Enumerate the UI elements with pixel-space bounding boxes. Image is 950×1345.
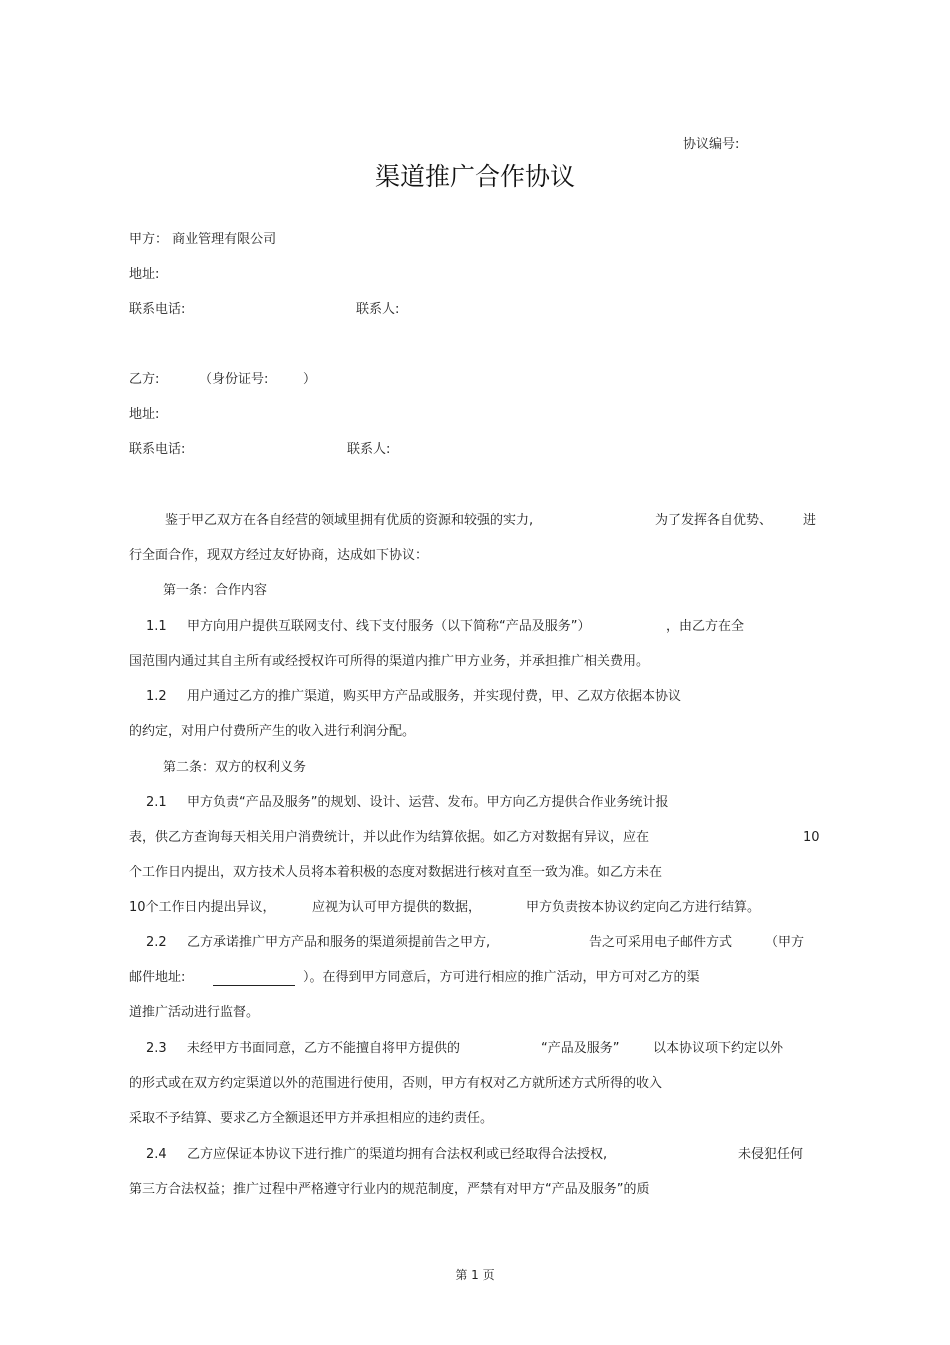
clause-2-1-number: 2.1 xyxy=(146,795,167,810)
party-b-address-label: 地址: xyxy=(129,407,160,422)
clause-2-3-line-1a: 未经甲方书面同意，乙方不能擅自将甲方提供的 xyxy=(187,1041,461,1056)
clause-1-2-number: 1.2 xyxy=(146,689,167,704)
party-b-label: 乙方: xyxy=(129,372,160,387)
clause-2-2-line-2b: ）。在得到甲方同意后，方可进行相应的推广活动，甲方可对乙方的渠 xyxy=(303,970,700,985)
clause-2-2-line-1b: 告之可采用电子邮件方式 xyxy=(589,935,733,950)
party-a-name: 甲方： 商业管理有限公司 xyxy=(129,232,277,247)
clause-1-1-line-1b: ，由乙方在全 xyxy=(666,619,745,634)
clause-2-1-line-2b: 10 xyxy=(803,830,820,845)
clause-2-4-line-1b: 未侵犯任何 xyxy=(738,1147,804,1162)
clause-1-1-number: 1.1 xyxy=(146,619,167,634)
clause-2-2-line-1c: （甲方 xyxy=(765,935,805,950)
clause-2-3-number: 2.3 xyxy=(146,1041,167,1056)
clause-2-2-line-1a: 乙方承诺推广甲方产品和服务的渠道须提前告之甲方, xyxy=(187,935,491,950)
clause-1-1-line-1: 甲方向用户提供互联网支付、线下支付服务（以下简称“产品及服务”） xyxy=(187,619,591,634)
intro-line-1b: 为了发挥各自优势、 xyxy=(655,513,773,528)
party-b-id-label: （身份证号: xyxy=(199,372,269,387)
party-b-contact-label: 联系人: xyxy=(347,442,391,457)
intro-line-1c: 进 xyxy=(803,513,817,528)
clause-2-4-line-1a: 乙方应保证本协议下进行推广的渠道均拥有合法权利或已经取得合法授权, xyxy=(187,1147,608,1162)
page-number: 第 1 页 xyxy=(455,1268,495,1282)
article-2-heading: 第二条：双方的权利义务 xyxy=(163,760,307,775)
clause-2-2-line-2a: 邮件地址: xyxy=(129,970,186,985)
clause-2-1-line-4b: 应视为认可甲方提供的数据， xyxy=(312,900,482,915)
clause-2-3-line-1b: “产品及服务” xyxy=(541,1041,620,1056)
clause-2-2-line-3: 道推广活动进行监督。 xyxy=(129,1005,260,1020)
party-b-id-close: ） xyxy=(303,372,317,387)
clause-2-1-line-1: 甲方负责“产品及服务”的规划、设计、运营、发布。甲方向乙方提供合作业务统计报 xyxy=(187,795,669,810)
clause-2-4-number: 2.4 xyxy=(146,1147,167,1162)
clause-1-2-line-1: 用户通过乙方的推广渠道，购买甲方产品或服务，并实现付费，甲、乙双方依据本协议 xyxy=(187,689,682,704)
clause-2-1-line-4a: 10个工作日内提出异议， xyxy=(129,900,276,915)
article-1-heading: 第一条：合作内容 xyxy=(163,583,268,598)
intro-line-2: 行全面合作，现双方经过友好协商，达成如下协议： xyxy=(129,548,429,563)
document-title: 渠道推广合作协议 xyxy=(374,162,575,191)
party-b-phone-label: 联系电话: xyxy=(129,442,186,457)
clause-2-1-line-3: 个工作日内提出，双方技术人员将本着积极的态度对数据进行核对直至一致为准。如乙方未在 xyxy=(129,865,663,880)
party-a-address-label: 地址: xyxy=(129,267,160,282)
agreement-number-label: 协议编号: xyxy=(683,137,740,152)
clause-2-3-line-1c: 以本协议项下约定以外 xyxy=(653,1041,784,1056)
clause-2-1-line-4c: 甲方负责按本协议约定向乙方进行结算。 xyxy=(526,900,761,915)
intro-line-1a: 鉴于甲乙双方在各自经营的领域里拥有优质的资源和较强的实力, xyxy=(165,513,534,528)
clause-2-3-line-2: 的形式或在双方约定渠道以外的范围进行使用，否则，甲方有权对乙方就所述方式所得的收入 xyxy=(129,1076,663,1091)
clause-2-4-line-2: 第三方合法权益；推广过程中严格遵守行业内的规范制度，严禁有对甲方“产品及服务”的质 xyxy=(129,1182,650,1197)
email-address-blank-line xyxy=(213,985,295,986)
clause-2-2-number: 2.2 xyxy=(146,935,167,950)
party-a-contact-label: 联系人: xyxy=(356,302,400,317)
clause-1-1-line-2: 国范围内通过其自主所有或经授权许可所得的渠道内推广甲方业务，并承担推广相关费用。 xyxy=(129,654,650,669)
clause-1-2-line-2: 的约定，对用户付费所产生的收入进行利润分配。 xyxy=(129,724,416,739)
clause-2-3-line-3: 采取不予结算、要求乙方全额退还甲方并承担相应的违约责任。 xyxy=(129,1111,494,1126)
party-a-phone-label: 联系电话: xyxy=(129,302,186,317)
clause-2-1-line-2a: 表，供乙方查询每天相关用户消费统计，并以此作为结算依据。如乙方对数据有异议，应在 xyxy=(129,830,650,845)
